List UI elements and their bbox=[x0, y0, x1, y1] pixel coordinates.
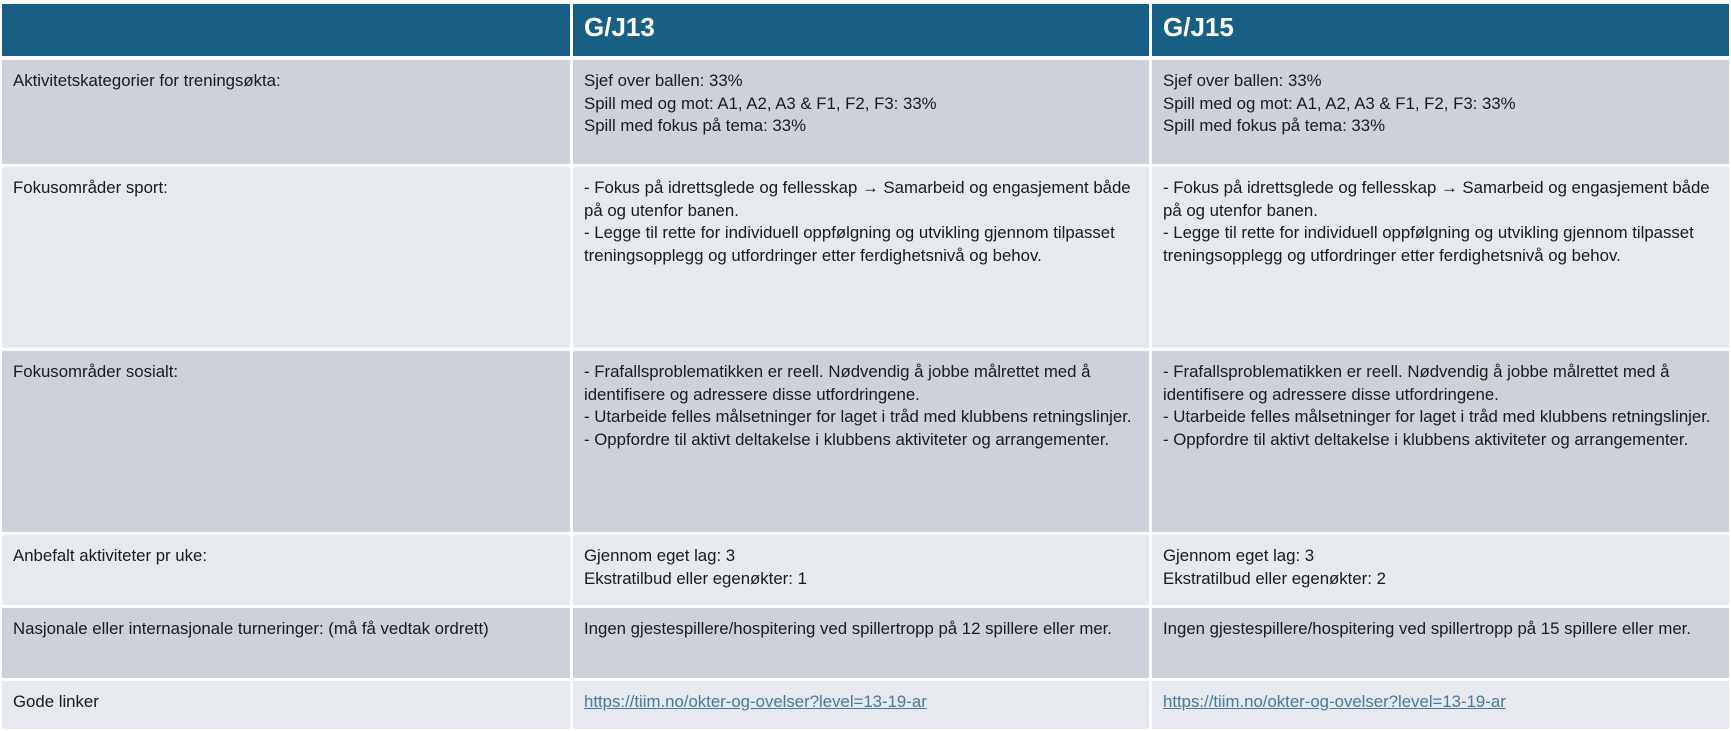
row-gj15-value bbox=[1152, 608, 1729, 678]
text-line: Sjef over ballen: 33% bbox=[584, 71, 743, 90]
table-row-focus-sport bbox=[2, 167, 1729, 348]
text-line: - Fokus på idrettsglede og fellesskap → Samarbeid og engasjement både på og utenfor banen. bbox=[1163, 178, 1715, 220]
row-label: Fokusområder sport: bbox=[2, 167, 573, 348]
text-line: Ingen gjestespillere/hospitering ved spillertropp på 12 spillere eller mer. bbox=[584, 619, 1112, 638]
row-gj13-value bbox=[573, 351, 1152, 532]
text-line: - Frafallsproblematikken er reell. Nødvendig å jobbe målrettet med å identifisere og adressere disse utfordringene. bbox=[1163, 362, 1675, 404]
text-line: Ingen gjestespillere/hospitering ved spillertropp på 15 spillere eller mer. bbox=[1163, 619, 1691, 638]
row-gj13-value bbox=[573, 535, 1152, 605]
row-gj15-value bbox=[1152, 351, 1729, 532]
text-line: Spill med fokus på tema: 33% bbox=[1163, 116, 1385, 135]
text-line: Gjennom eget lag: 3 bbox=[1163, 546, 1315, 565]
table-row-activity-categories bbox=[2, 60, 1729, 164]
row-gj15-value bbox=[1152, 535, 1729, 605]
table-row-focus-social bbox=[2, 351, 1729, 532]
tiim-link-gj15[interactable]: https://tiim.no/okter-og-ovelser?level=13-19-ar bbox=[1163, 692, 1506, 711]
text-line: - Legge til rette for individuell oppfølgning og utvikling gjennom tilpasset treningsopplegg og utfordringer etter ferdighetsnivå og behov. bbox=[1163, 223, 1699, 265]
row-gj13-value bbox=[573, 681, 1152, 729]
table-row-weekly-activities bbox=[2, 535, 1729, 605]
text-line: - Oppfordre til aktivt deltakelse i klubbens aktiviteter og arrangementer. bbox=[584, 429, 1110, 449]
row-label: Fokusområder sosialt: bbox=[2, 351, 573, 532]
text-line: Ekstratilbud eller egenøkter: 2 bbox=[1163, 568, 1386, 588]
row-gj15-value bbox=[1152, 681, 1729, 729]
tiim-link-gj13[interactable]: https://tiim.no/okter-og-ovelser?level=13-19-ar bbox=[584, 692, 927, 711]
text-line: Spill med og mot: A1, A2, A3 & F1, F2, F3: 33% bbox=[584, 93, 937, 113]
row-gj13-value bbox=[573, 608, 1152, 678]
table-row-tournaments bbox=[2, 608, 1729, 678]
table-row-links bbox=[2, 681, 1729, 729]
text-line: - Utarbeide felles målsetninger for laget i tråd med klubbens retningslinjer. bbox=[1163, 407, 1711, 426]
row-label: Gode linker bbox=[2, 681, 573, 729]
row-gj13-value bbox=[573, 167, 1152, 348]
text-line: Ekstratilbud eller egenøkter: 1 bbox=[584, 568, 807, 588]
header-gj13: G/J13 bbox=[573, 4, 1152, 56]
text-line: - Frafallsproblematikken er reell. Nødvendig å jobbe målrettet med å identifisere og adressere disse utfordringene. bbox=[584, 362, 1096, 404]
row-gj15-value bbox=[1152, 60, 1729, 164]
text-line: Gjennom eget lag: 3 bbox=[584, 546, 736, 565]
text-line: Spill med og mot: A1, A2, A3 & F1, F2, F3: 33% bbox=[1163, 93, 1516, 113]
row-gj15-value bbox=[1152, 167, 1729, 348]
row-label: Nasjonale eller internasjonale turneringer: (må få vedtak ordrett) bbox=[2, 608, 573, 678]
table-header-row bbox=[2, 4, 1729, 56]
header-empty-cell bbox=[2, 4, 573, 56]
text-line: - Fokus på idrettsglede og fellesskap → Samarbeid og engasjement både på og utenfor banen. bbox=[584, 178, 1136, 220]
row-gj13-value bbox=[573, 60, 1152, 164]
row-label: Anbefalt aktiviteter pr uke: bbox=[2, 535, 573, 605]
row-label: Aktivitetskategorier for treningsøkta: bbox=[2, 60, 573, 164]
text-line: - Legge til rette for individuell oppfølgning og utvikling gjennom tilpasset treningsopplegg og utfordringer etter ferdighetsnivå og behov. bbox=[584, 223, 1120, 265]
text-line: Sjef over ballen: 33% bbox=[1163, 71, 1322, 90]
text-line: Spill med fokus på tema: 33% bbox=[584, 116, 806, 135]
header-gj15: G/J15 bbox=[1163, 12, 1234, 42]
text-line: - Utarbeide felles målsetninger for laget i tråd med klubbens retningslinjer. bbox=[584, 407, 1132, 426]
text-line: - Oppfordre til aktivt deltakelse i klubbens aktiviteter og arrangementer. bbox=[1163, 429, 1689, 449]
